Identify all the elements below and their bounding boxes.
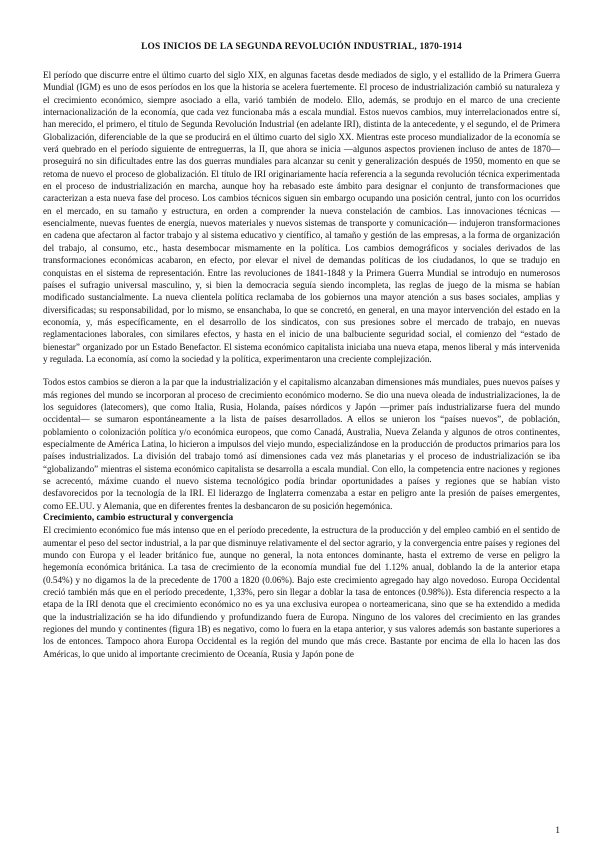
body-paragraph-1: El período que discurre entre el último cuarto del siglo XIX, en algunas facetas desde mediados de siglo, y el estallido de la Primera Guerra Mundial (IGM) es uno de esos períodos en los que la historia se acelera fuertemente. El proceso de industrialización cambió su naturaleza y el crecimiento económico, siempre asociado a ella, varió también de modelo. Ello, además, se produjo en el marco de una creciente internacionalización de la economía, que cada vez funcionaba más a escala mundial. Estos nuevos cambios, muy interrelacionados entre sí, han merecido, el primero, el título de Segunda Revolución Industrial (en adelante IRI), distinta de la antecedente, y el segundo, el de Primera Globalización, diferenciable de la que se producirá en el último cuarto del siglo XX. Mientras este proceso mundializador de la economía se verá quebrado en el período siguiente de entreguerras, la II, que ahora se inicia —algunos aspectos provienen incluso de antes de 1870— proseguirá no sin dificultades entre las dos guerras mundiales para alcanzar su cenit y generalización después de 1950, momento en que se retoma de nuevo el proceso de globalización. El título de IRI originariamente hacía referencia a la segunda revolución técnica experimentada en el proceso de industrialización en marcha, aunque hoy ha rebasado este ámbito para designar el conjunto de transformaciones que caracterizan a esta nueva fase del proceso. Los cambios técnicos siguen sin embargo ocupando una posición central, junto con los ocurridos en el mercado, en su tamaño y estructura, en orden a comprender la nueva constelación de cambios. Las innovaciones técnicas —esencialmente, nuevas fuentes de energía, nuevos materiales y nuevos sistemas de transporte y comunicación— indujeron transformaciones en cadena que afectaron al factor trabajo y al sistema educativo y científico, al tamaño y gestión de las empresas, a la forma de organización del trabajo, al consumo, etc., hasta desembocar mismamente en la política. Los cambios demográficos y sociales derivados de las transformaciones económicas acabaron, en efecto, por elevar el nivel de demandas políticas de los ciudadanos, lo que se tradujo en conquistas en el sistema de representación. Entre las revoluciones de 1841-1848 y la Primera Guerra Mundial se introdujo en numerosos países el sufragio universal masculino, y, si bien la democracia seguía siendo incompleta, las reglas de juego de la misma se habían modificado sustancialmente. La nueva clientela política reclamaba de los gobiernos una mayor atención a sus bases sociales, amplias y diversificadas; su responsabilidad, por lo mismo, se ensanchaba, lo que se concretó, en general, en una mayor intervención del estado en la economía, y, más específicamente, en el desarrollo de los sindicatos, con sus presiones sobre el mercado de trabajo, en nuevas reglamentaciones laborales, con similares efectos, y hasta en el inicio de una balbuciente seguridad social, el comienzo del “estado de bienestar” organizado por un Estado Benefactor. El sistema económico capitalista iniciaba una nueva etapa, menos liberal y más intervenida y regulada. La economía, así como la sociedad y la política, experimentaron una creciente complejización. xyxy=(43,70,560,364)
page-number: 1 xyxy=(555,826,560,836)
section-paragraph: El crecimiento económico fue más intenso que en el período precedente, la estructura de la producción y del empleo cambió en el sentido de aumentar el peso del sector industrial, a la par que disminuye relativamente el del sector agrario, y la convergencia entre países y regiones del mundo con Europa y el leader británico fue, aunque no general, la nota entonces dominante, hasta el extremo de verse en peligro la hegemonía económica británica. La tasa de crecimiento de la economía mundial fue del 1.12% anual, doblando la de la anterior etapa (0.54%) y no digamos la de la precedente de 1700 a 1820 (0.06%). Bajo este crecimiento agregado hay algo novedoso. Europa Occidental creció también más que en el período precedente, 1,33%, pero sin llegar a doblar la tasa de entonces (0.98%)). Esta diferencia respecto a la etapa de la IRI denota que el crecimiento económico no es ya una exclusiva europea o norteamericana, sino que se ha extendido a medida que la industrialización se ha ido difundiendo y profundizando fuera de Europa. Ninguno de los valores del crecimiento en las grandes regiones del mundo y continentes (figura 1B) es negativo, como lo fuera en la etapa anterior, y sus valores además son bastante superiores a los de entonces. Tampoco ahora Europa Occidental es la región del mundo que más crece. Bastante por encima de ella lo hacen las dos Américas, lo que unido al importante crecimiento de Oceanía, Rusia y Japón pone de xyxy=(43,525,560,659)
section-heading: Crecimiento, cambio estructural y convergencia xyxy=(43,513,234,524)
body-paragraph-2: Todos estos cambios se dieron a la par que la industrialización y el capitalismo alcanzaban dimensiones más mundiales, pues nuevos países y más regiones del mundo se incorporan al proceso de crecimiento económico moderno. Se dio una nueva oleada de industrializaciones, la de los seguidores (latecomers), que como Italia, Rusia, Holanda, países nórdicos y Japón —primer país industrializarse fuera del mundo occidental— se sumaron espontáneamente a la lista de países desarrollados. A ellos se unieron los “países nuevos”, de población, poblamiento o colonización política y/o económica europeos, que como Canadá, Australia, Nueva Zelanda y algunos de otros continentes, especialmente de América Latina, lo hicieron a impulsos del viejo mundo, especializándose en la producción de productos primarios para los países industrializados. La división del trabajo tomó así dimensiones cada vez más planetarias y el proceso de industrialización se iba “globalizando” mientras el sistema económico capitalista se desarrolla a escala mundial. Con ello, la competencia entre naciones y regiones se acrecentó, máxime cuando el nuevo sistema tecnológico podía brindar oportunidades a países y regiones que se habían visto desfavorecidos por la tecnología de la IRI. El liderazgo de Inglaterra comenzaba a estar en peligro ante la presión de países emergentes, como EE.UU. y Alemania, que en diferentes frentes la desbancaron de su posición hegemónica. xyxy=(43,377,560,511)
document-title: LOS INICIOS DE LA SEGUNDA REVOLUCIÓN INDUSTRIAL, 1870-1914 xyxy=(141,42,462,52)
